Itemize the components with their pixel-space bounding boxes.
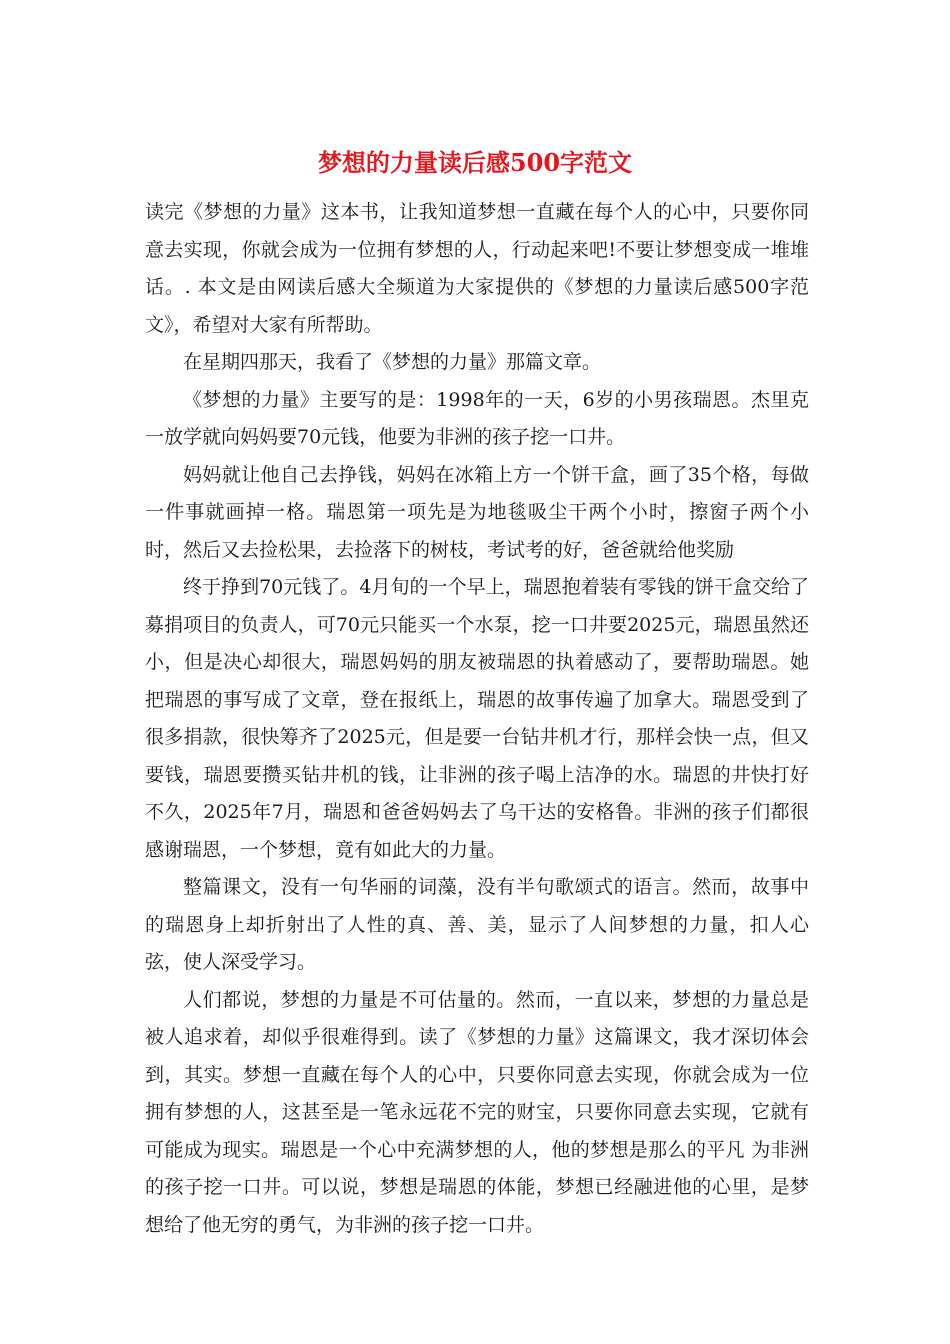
paragraph-4: 妈妈就让他自己去挣钱，妈妈在冰箱上方一个饼干盒，画了35个格，每做一件事就画掉一格。瑞恩第一项先是为地毯吸尘干两个小时，擦窗子两个小时，然后又去捡松果，去捡落下的树枝，考试考的好，爸爸就给他奖励	[145, 463, 809, 561]
paragraph-2: 在星期四那天，我看了《梦想的力量》那篇文章。	[183, 351, 602, 373]
paragraph-intro: 读完《梦想的力量》这本书，让我知道梦想一直藏在每个人的心中，只要你同意去实现，你就会成为一位拥有梦想的人，行动起来吧!不要让梦想变成一堆堆话。. 本文是由网读后感大全频道为大家提供的《梦想的力量读后感500字范文》，希望对大家有所帮助。	[145, 201, 809, 336]
document-body	[145, 194, 809, 1244]
paragraph-6: 整篇课文，没有一句华丽的词藻，没有半句歌颂式的语言。然而，故事中的瑞恩身上却折射出了人性的真、善、美，显示了人间梦想的力量，扣人心弦，使人深受学习。	[145, 876, 809, 973]
paragraph-5: 终于挣到70元钱了。4月旬的一个早上，瑞恩抱着装有零钱的饼干盒交给了募捐项目的负责人，可70元只能买一个水泵，挖一口井要2025元，瑞恩虽然还小，但是决心却很大，瑞恩妈妈的朋友被瑞恩的执着感动了，要帮助瑞恩。她把瑞恩的事写成了文章，登在报纸上，瑞恩的故事传遍了加拿大。瑞恩受到了很多捐款，很快筹齐了2025元，但是要一台钻井机才行，那样会快一点，但又要钱，瑞恩要攒买钻井机的钱，让非洲的孩子喝上洁净的水。瑞恩的井快打好不久，2025年7月，瑞恩和爸爸妈妈去了乌干达的安格鲁。非洲的孩子们都很感谢瑞恩，一个梦想，竟有如此大的力量。	[145, 576, 809, 861]
paragraph-3: 《梦想的力量》主要写的是：1998年的一天，6岁的小男孩瑞恩。杰里克一放学就向妈妈要70元钱，他要为非洲的孩子挖一口井。	[145, 388, 809, 448]
document-title: 梦想的力量读后感500字范文	[317, 148, 633, 177]
paragraph-7: 人们都说，梦想的力量是不可估量的。然而，一直以来，梦想的力量总是被人追求着，却似乎很难得到。读了《梦想的力量》这篇课文，我才深切体会到，其实。梦想一直藏在每个人的心中，只要你同意去实现，你就会成为一位拥有梦想的人，这甚至是一笔永远花不完的财宝，只要你同意去实现，它就有可能成为现实。瑞恩是一个心中充满梦想的人，他的梦想是那么的平凡 为非洲的孩子挖一口井。可以说，梦想是瑞恩的体能，梦想已经融进他的心里，是梦想给了他无穷的勇气，为非洲的孩子挖一口井。	[145, 988, 809, 1236]
